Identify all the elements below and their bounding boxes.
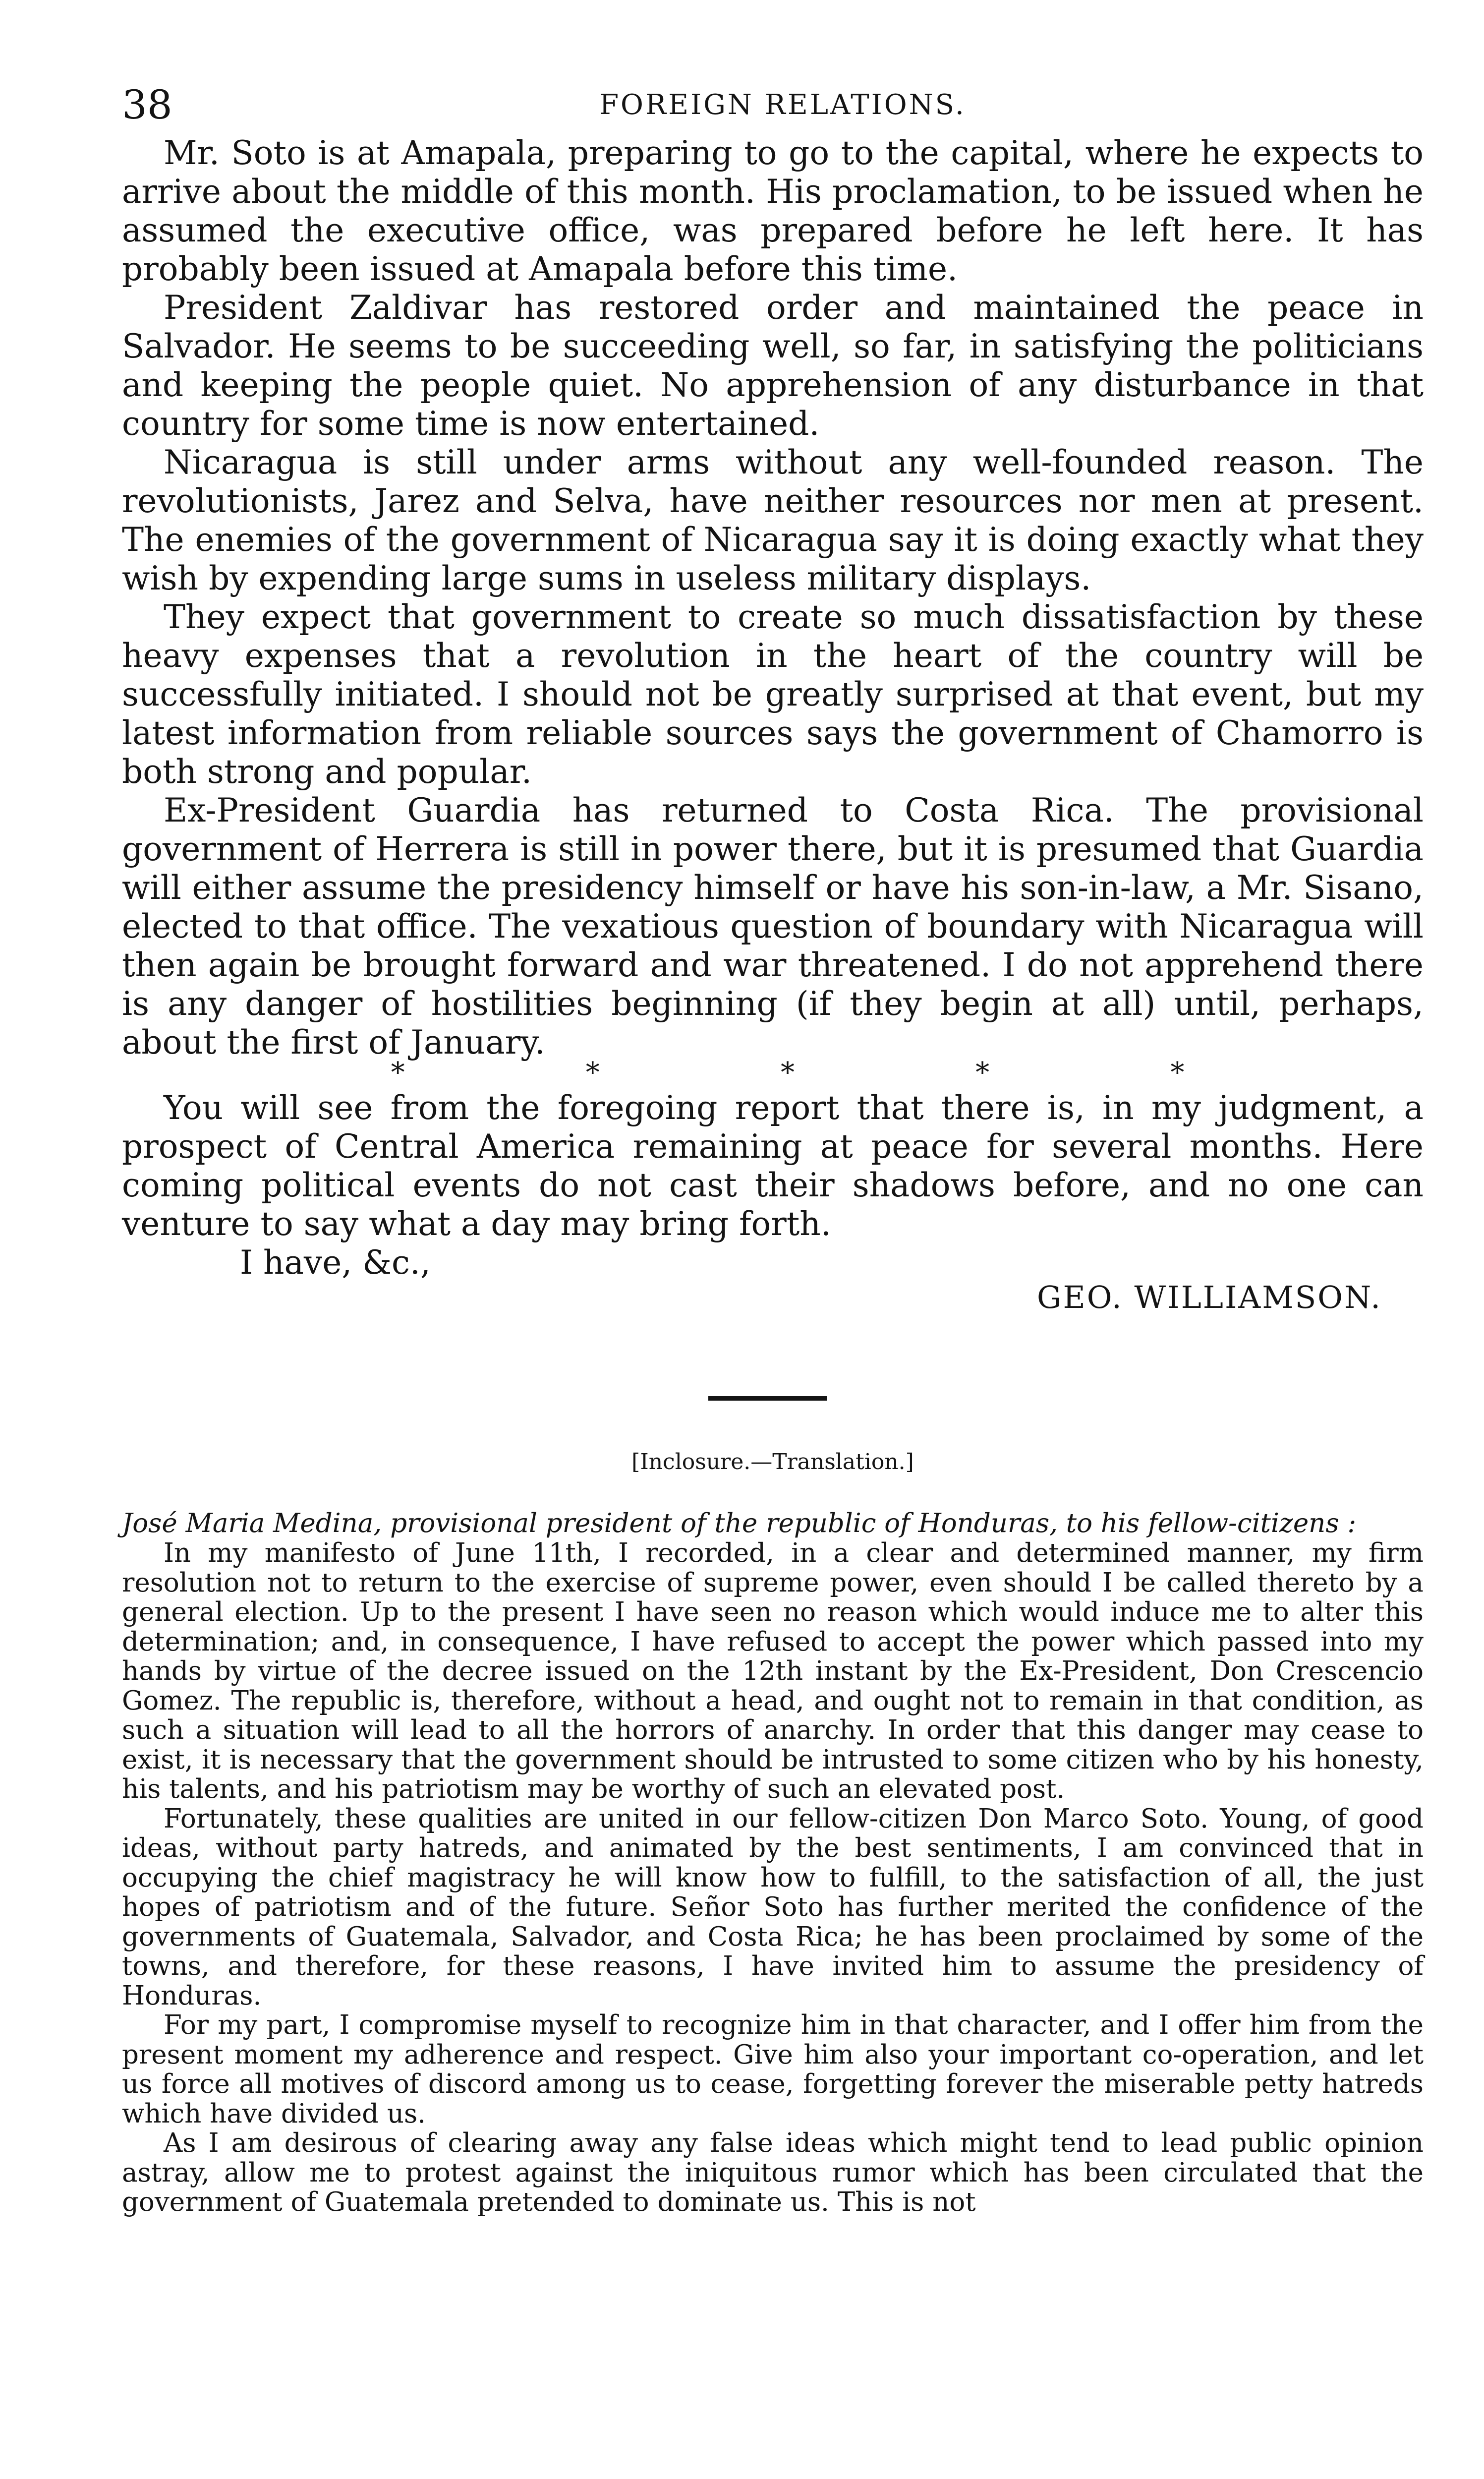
letter-closing: I have, &c., [240,1243,431,1282]
omission-star: * [780,1057,795,1089]
inclosure-title: José Maria Medina, provisional president of the republic of Honduras, to his fellow-citizens : [122,1508,1357,1538]
section-divider [708,1396,827,1401]
running-title: FOREIGN RELATIONS. [599,89,966,121]
inclosure-paragraph: Fortunately, these qualities are united in our fellow-citizen Don Marco Soto. Young, of good ideas, without party hatreds, and animated by the best sentiments, I am convinced that in occupying the chief magistracy he will know how to fulfill, to the satisfaction of all, the just hopes of patriotism and of the future. Señor Soto has further merited the confidence of the governments of Guatemala, Salvador, and Costa Rica; he has been proclaimed by some of the towns, and therefore, for these reasons, I have invited him to assume the presidency of Honduras. [122,1803,1424,2011]
page-header [122,79,1424,134]
omission-star: * [1170,1057,1185,1089]
letter-signature: GEO. WILLIAMSON. [1036,1279,1382,1315]
omission-star: * [975,1057,990,1089]
inclosure-paragraph: For my part, I compromise myself to recognize him in that character, and I offer him from the present moment my adherence and respect. Give him also your important co-operation, and let us force all motives of discord among us to cease, forgetting forever the miserable petty hatreds which have divided us. [122,2010,1424,2129]
letter-paragraph: Ex-President Guardia has returned to Costa Rica. The provisional government of Herrera is still in power there, but it is presumed that Guardia will either assume the presidency himself or have his son-in-law, a Mr. Sisano, elected to that office. The vexatious question of boundary with Nicaragua will then again be brought forward and war threatened. I do not apprehend there is any danger of hostilities beginning (if they begin at all) until, perhaps, about the first of January. [122,791,1424,1062]
letter-paragraph: Nicaragua is still under arms without any well-founded reason. The revolutionists, Jarez and Selva, have neither resources nor men at present. The enemies of the government of Nicaragua say it is doing exactly what they wish by expending large sums in useless military displays. [122,443,1424,597]
omission-star: * [585,1057,600,1089]
letter-paragraph: Mr. Soto is at Amapala, preparing to go to the capital, where he expects to arrive about the middle of this month. His proclamation, to be issued when he assumed the executive office, was prepared before he left here. It has probably been issued at Amapala before this time. [122,134,1424,288]
inclosure-paragraph: As I am desirous of clearing away any false ideas which might tend to lead public opinion astray, allow me to protest against the iniquitous rumor which has been circulated that the government of Guatemala pretended to dominate us. This is not [122,2128,1424,2217]
inclosure-label: [Inclosure.—Translation.] [631,1449,914,1475]
page-number: 38 [122,82,172,128]
inclosure-paragraph: In my manifesto of June 11th, I recorded, in a clear and determined manner, my firm resolution not to return to the exercise of supreme power, even should I be called thereto by a general election. Up to the present I have seen no reason which would induce me to alter this determination; and, in consequence, I have refused to accept the power which passed into my hands by virtue of the decree issued on the 12th instant by the Ex-President, Don Crescencio Gomez. The republic is, therefore, without a head, and ought not to remain in that condition, as such a situation will lead to all the horrors of anarchy. In order that this danger may cease to exist, it is necessary that the government should be intrusted to some citizen who by his honesty, his talents, and his patriotism may be worthy of such an elevated post. [122,1538,1424,1804]
letter-paragraph: You will see from the foregoing report that there is, in my judgment, a prospect of Central America remaining at peace for several months. Here coming political events do not cast their shadows before, and no one can venture to say what a day may bring forth. [122,1089,1424,1243]
letter-paragraph: They expect that government to create so much dissatisfaction by these heavy expenses that a revolution in the heart of the country will be successfully initiated. I should not be greatly surprised at that event, but my latest information from reliable sources says the government of Chamorro is both strong and popular. [122,598,1424,791]
omission-star: * [391,1057,405,1089]
letter-body [122,134,1424,1317]
letter-paragraph: President Zaldivar has restored order and maintained the peace in Salvador. He seems to be succeeding well, so far, in satisfying the politicians and keeping the people quiet. No apprehension of any disturbance in that country for some time is now entertained. [122,289,1424,443]
inclosure-body [122,1538,1424,2217]
omission-stars [122,1058,1424,1089]
